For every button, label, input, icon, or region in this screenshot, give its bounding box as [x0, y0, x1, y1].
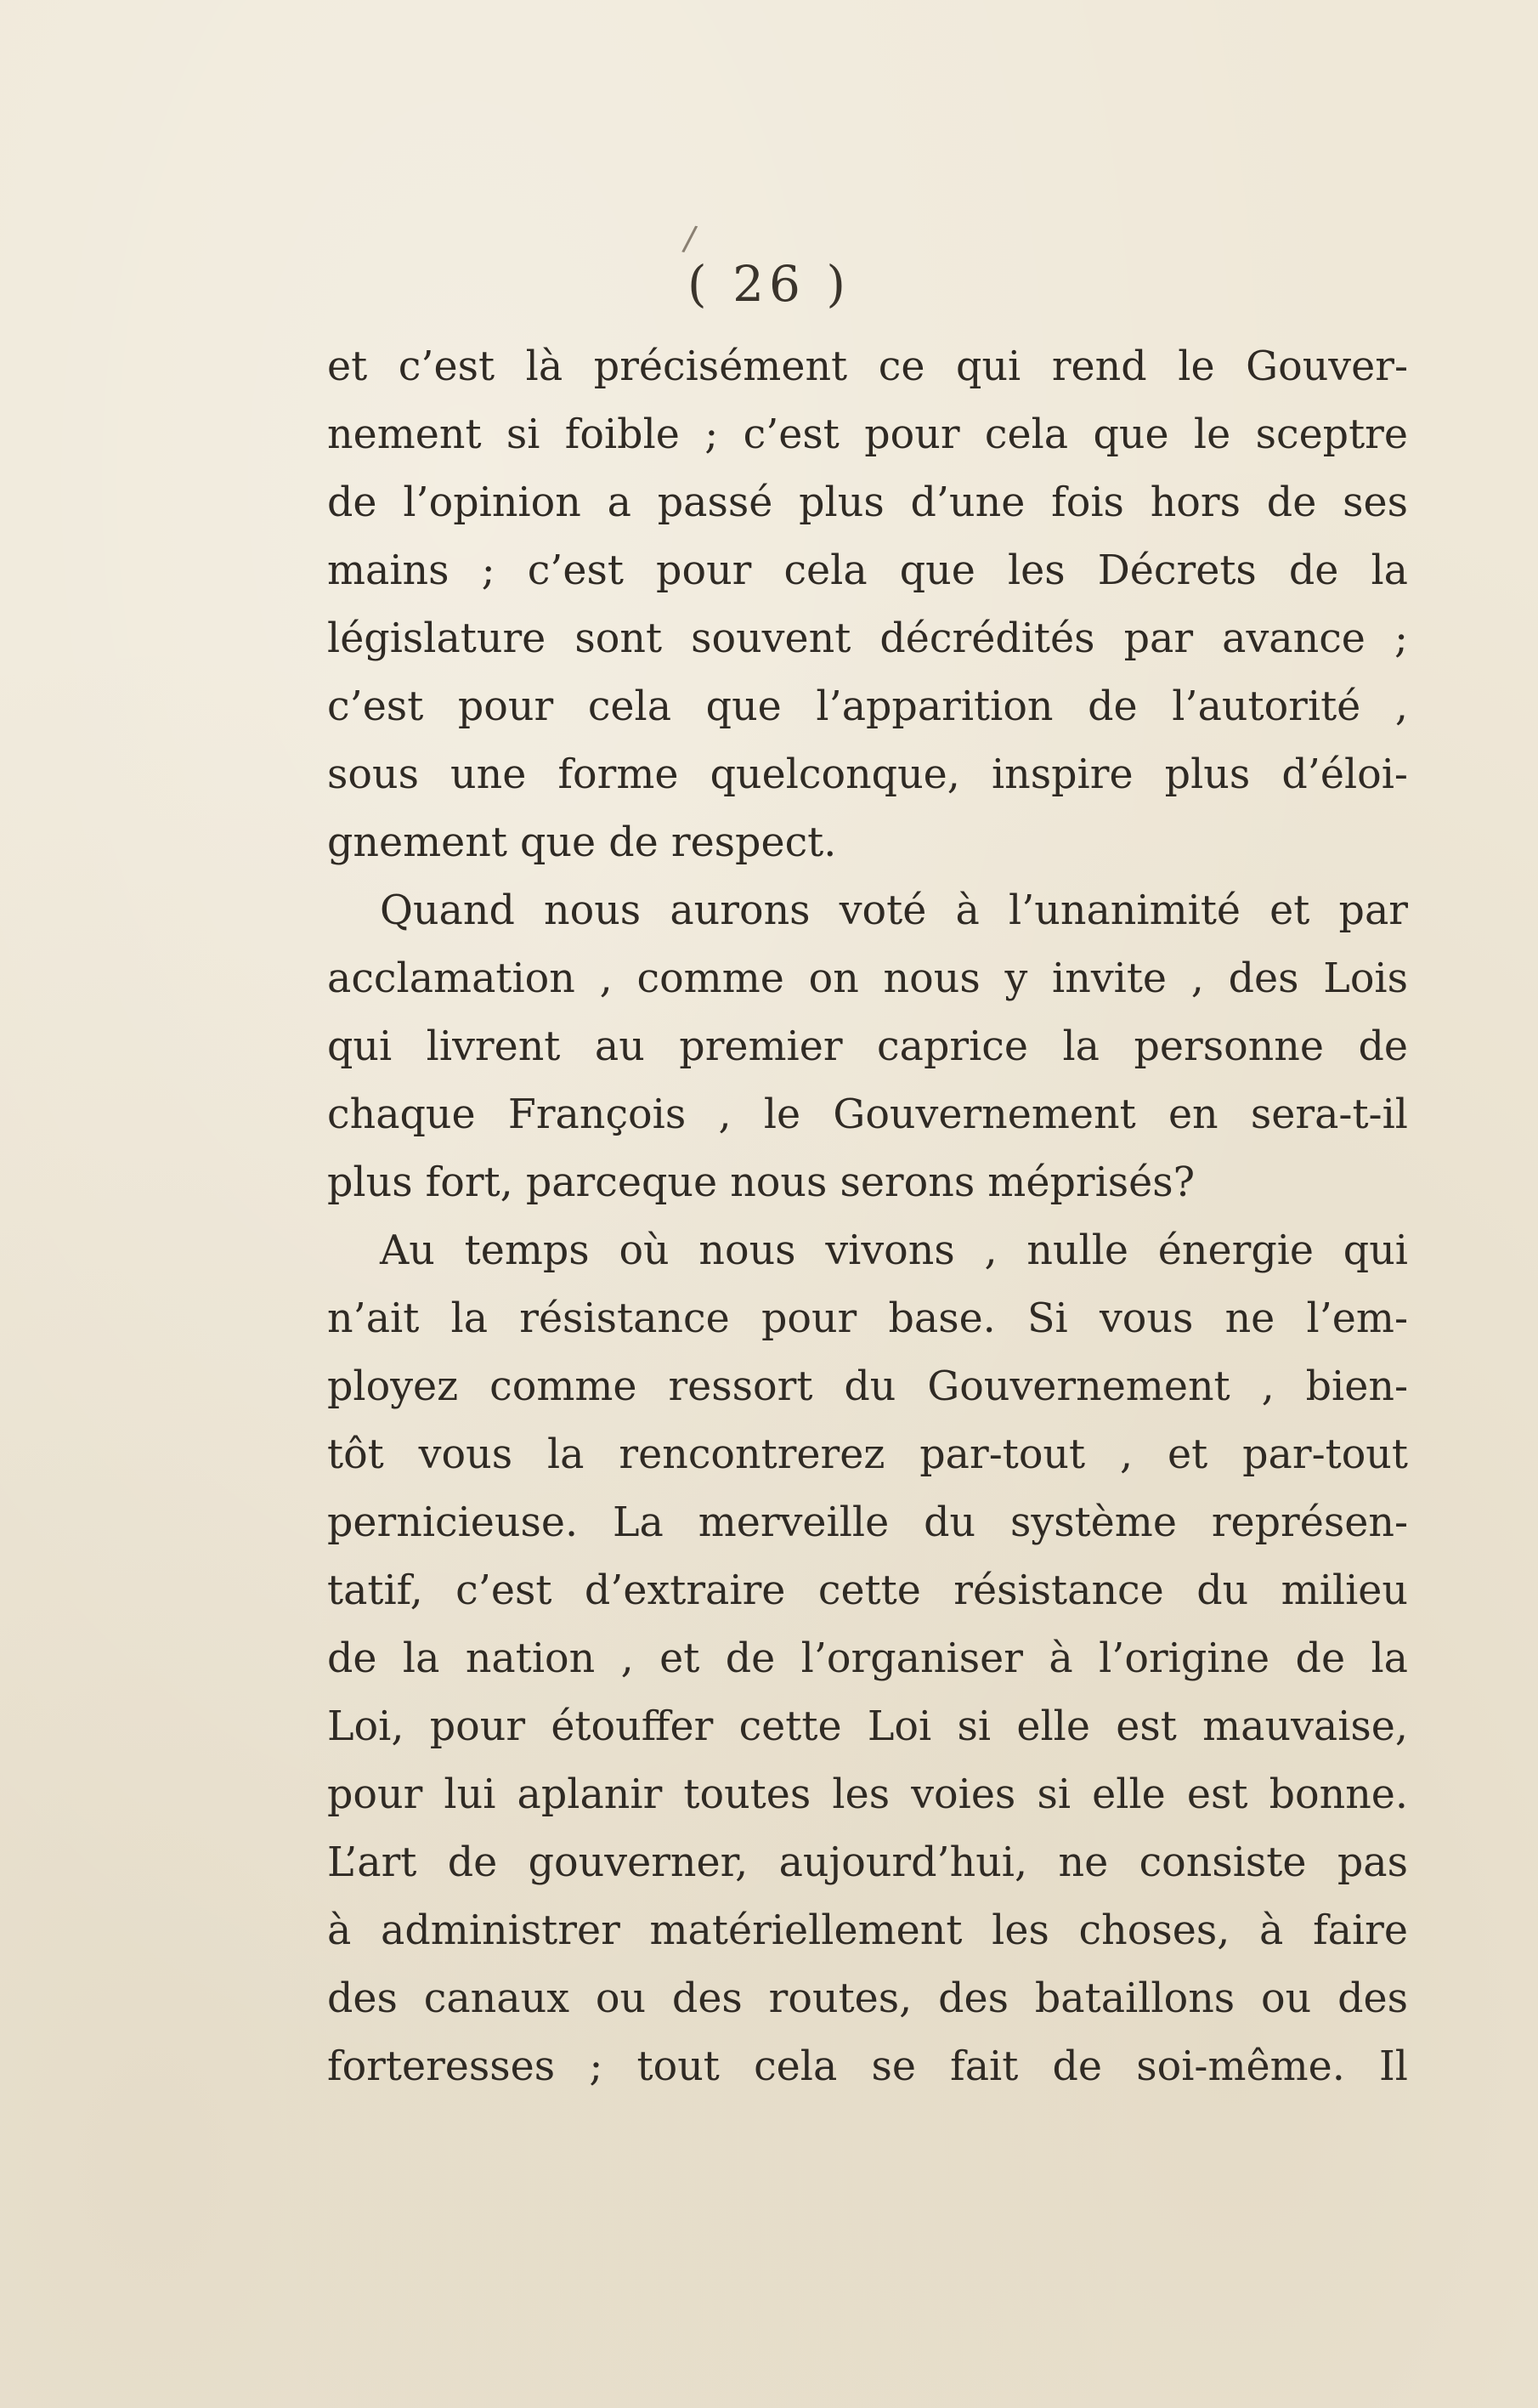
text-line: ployez comme ressort du Gouvernement , bien- [327, 1363, 1408, 1410]
text-line: gnement que de respect. [327, 819, 837, 866]
text-line: chaque François , le Gouvernement en sera-t-il [327, 1091, 1408, 1138]
text-line: plus fort, parceque nous serons méprisés? [327, 1159, 1196, 1206]
text-line: Quand nous aurons voté à l’unanimité et par [380, 887, 1408, 934]
text-line: pernicieuse. La merveille du système représen- [327, 1499, 1408, 1546]
stray-pen-mark: / [681, 218, 699, 259]
text-line: n’ait la résistance pour base. Si vous ne l’em- [327, 1295, 1408, 1342]
text-line: tatif, c’est d’extraire cette résistance du milieu [327, 1567, 1408, 1614]
text-line: et c’est là précisément ce qui rend le Gouver- [327, 343, 1408, 390]
text-line: sous une forme quelconque, inspire plus d’éloi- [327, 751, 1408, 798]
text-line: L’art de gouverner, aujourd’hui, ne consiste pas [327, 1839, 1408, 1886]
text-line: Loi, pour étouffer cette Loi si elle est mauvaise, [327, 1703, 1408, 1750]
text-line: mains ; c’est pour cela que les Décrets de la [327, 547, 1408, 594]
text-line: législature sont souvent décrédités par avance ; [327, 615, 1408, 662]
body-text [327, 333, 1408, 2101]
text-line: acclamation , comme on nous y invite , des Lois [327, 955, 1408, 1002]
text-line: tôt vous la rencontrerez par-tout , et par-tout [327, 1431, 1408, 1478]
text-line: de l’opinion a passé plus d’une fois hors de ses [327, 479, 1408, 526]
text-line: de la nation , et de l’organiser à l’origine de la [327, 1635, 1408, 1682]
text-line: c’est pour cela que l’apparition de l’autorité , [327, 683, 1408, 730]
text-line: à administrer matériellement les choses, à faire [327, 1907, 1408, 1954]
text-line: qui livrent au premier caprice la personne de [327, 1023, 1408, 1070]
page-number: ( 26 ) [687, 255, 851, 313]
text-line: forteresses ; tout cela se fait de soi-même. Il [327, 2043, 1408, 2090]
text-line: des canaux ou des routes, des bataillons ou des [327, 1975, 1408, 2022]
text-line: Au temps où nous vivons , nulle énergie qui [380, 1227, 1408, 1274]
text-line: pour lui aplanir toutes les voies si elle est bonne. [327, 1771, 1408, 1818]
text-line: nement si foible ; c’est pour cela que le sceptre [327, 411, 1408, 458]
